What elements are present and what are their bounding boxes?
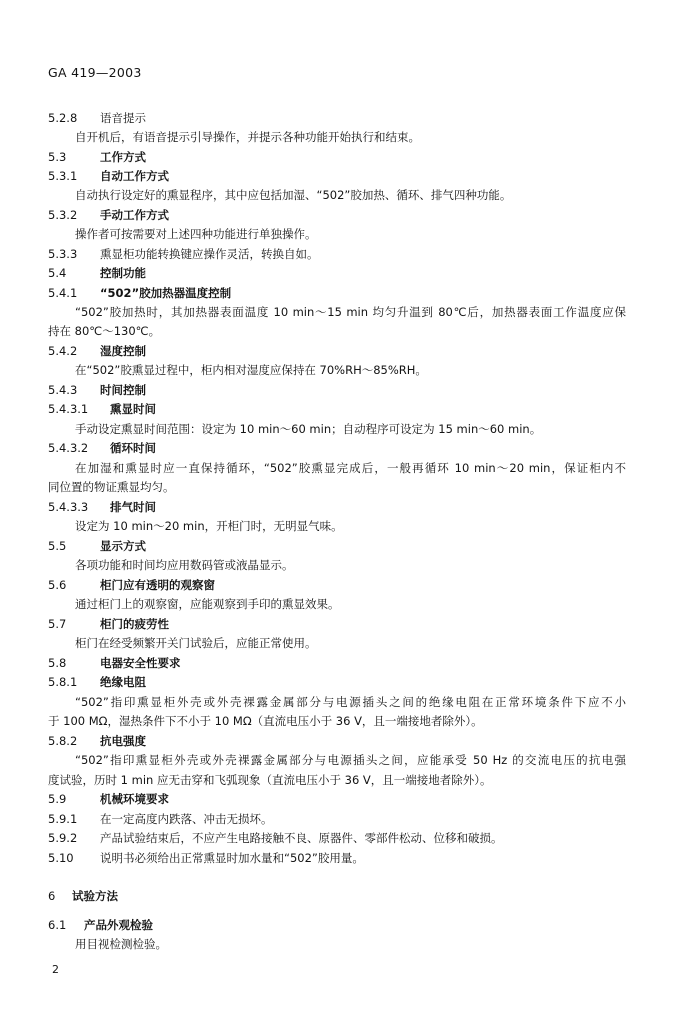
section-heading-5-8-1 [48, 674, 146, 690]
section-number: 5.8.1 [48, 675, 78, 689]
paragraph: 柜门在经受频繁开关门试验后，应能正常使用。 [75, 636, 317, 650]
section-heading-5-4-3-3 [48, 499, 156, 515]
section-heading-5-7 [48, 616, 169, 632]
section-heading-5-8-2 [48, 733, 146, 749]
section-heading-5-9-1 [48, 811, 273, 827]
section-number: 5.4.3.3 [48, 500, 89, 514]
section-title: 熏显时间 [110, 402, 156, 416]
section-heading-5-8 [48, 655, 181, 671]
section-title: 机械环境要求 [100, 792, 169, 806]
section-title: 工作方式 [100, 150, 146, 164]
section-number: 6 [48, 889, 56, 903]
section-title: 语音提示 [100, 111, 146, 125]
section-heading-6-1 [48, 917, 153, 933]
paragraph: “502”胶加热时，其加热器表面温度 10 min～15 min 均匀升温到 80℃后，加热器表面工作温度应保 [75, 305, 626, 319]
section-heading-5-6 [48, 577, 215, 593]
section-heading-5-3-3 [48, 246, 319, 262]
section-heading-6 [48, 888, 118, 904]
section-title: 熏显柜功能转换键应操作灵活，转换自如。 [100, 247, 319, 261]
section-heading-5-9 [48, 791, 169, 807]
paragraph: 设定为 10 min～20 min，开柜门时，无明显气味。 [75, 519, 343, 533]
paragraph: 操作者可按需要对上述四种功能进行单独操作。 [75, 227, 317, 241]
section-heading-5-4-3-1 [48, 401, 156, 417]
section-number: 5.9 [48, 792, 67, 806]
section-title: 电器安全性要求 [100, 656, 181, 670]
paragraph-continuation: 持在 80℃～130℃。 [48, 324, 161, 338]
paragraph: 在加湿和熏显时应一直保持循环，“502”胶熏显完成后，一般再循环 10 min～20 min，保证柜内不 [75, 461, 626, 475]
paragraph: 自动执行设定好的熏显程序，其中应包括加湿、“502”胶加热、循环、排气四种功能。 [75, 188, 512, 202]
section-title: 控制功能 [100, 266, 146, 280]
section-title: 抗电强度 [100, 734, 146, 748]
paragraph: “502”指印熏显柜外壳或外壳裸露金属部分与电源插头之间的绝缘电阻在正常环境条件下应不小 [75, 695, 626, 709]
section-heading-5-4 [48, 265, 146, 281]
paragraph: 通过柜门上的观察窗，应能观察到手印的熏显效果。 [75, 597, 340, 611]
section-number: 5.5 [48, 539, 67, 553]
paragraph-continuation: 于 100 MΩ，湿热条件下不小于 10 MΩ（直流电压小于 36 V，且一端接地者除外）。 [48, 714, 483, 728]
paragraph: 自开机后，有语音提示引导操作，并提示各种功能开始执行和结束。 [75, 130, 420, 144]
standard-id-header: GA 419—2003 [48, 65, 142, 80]
section-title: 产品试验结束后，不应产生电路接触不良、原器件、零部件松动、位移和破损。 [100, 831, 503, 845]
section-heading-5-2-8 [48, 110, 146, 126]
section-number: 5.4 [48, 266, 67, 280]
paragraph: 在“502”胶熏显过程中，柜内相对湿度应保持在 70%RH～85%RH。 [75, 363, 427, 377]
section-title: “502”胶加热器温度控制 [100, 286, 232, 300]
section-number: 5.4.3 [48, 383, 78, 397]
section-title: 说明书必须给出正常熏显时加水量和“502”胶用量。 [100, 851, 364, 865]
section-title: 试验方法 [72, 889, 118, 903]
section-title: 柜门应有透明的观察窗 [100, 578, 215, 592]
paragraph: 各项功能和时间均应用数码管或液晶显示。 [75, 558, 294, 572]
section-title: 湿度控制 [100, 344, 146, 358]
section-number: 5.4.2 [48, 344, 78, 358]
section-heading-5-3-1 [48, 168, 169, 184]
section-number: 5.2.8 [48, 111, 78, 125]
section-number: 5.3.3 [48, 247, 78, 261]
page-number: 2 [52, 963, 59, 976]
section-number: 5.7 [48, 617, 67, 631]
section-title: 柜门的疲劳性 [100, 617, 169, 631]
paragraph-continuation: 同位置的物证熏显均匀。 [48, 480, 175, 494]
section-heading-5-4-1 [48, 285, 231, 301]
section-heading-5-5 [48, 538, 146, 554]
section-number: 5.4.3.1 [48, 402, 89, 416]
section-number: 5.8.2 [48, 734, 78, 748]
section-heading-5-4-2 [48, 343, 146, 359]
section-heading-5-10 [48, 850, 364, 866]
section-heading-5-3 [48, 149, 146, 165]
section-title: 时间控制 [100, 383, 146, 397]
section-title: 自动工作方式 [100, 169, 169, 183]
section-number: 5.9.2 [48, 831, 78, 845]
section-heading-5-4-3-2 [48, 440, 156, 456]
paragraph-continuation: 度试验，历时 1 min 应无击穿和飞弧现象（直流电压小于 36 V，且一端接地者除外）。 [48, 773, 492, 787]
section-title: 在一定高度内跌落、冲击无损坏。 [100, 812, 273, 826]
section-number: 5.9.1 [48, 812, 78, 826]
section-number: 5.3.2 [48, 208, 78, 222]
section-number: 5.6 [48, 578, 67, 592]
section-title: 产品外观检验 [84, 918, 153, 932]
section-heading-5-3-2 [48, 207, 169, 223]
section-heading-5-9-2 [48, 830, 503, 846]
section-number: 6.1 [48, 918, 67, 932]
section-number: 5.10 [48, 851, 74, 865]
section-title: 显示方式 [100, 539, 146, 553]
section-title: 手动工作方式 [100, 208, 169, 222]
paragraph: 手动设定熏显时间范围：设定为 10 min～60 min；自动程序可设定为 15 min～60 min。 [75, 422, 542, 436]
paragraph: “502”指印熏显柜外壳或外壳裸露金属部分与电源插头之间，应能承受 50 Hz 的交流电压的抗电强 [75, 753, 626, 767]
section-number: 5.3.1 [48, 169, 78, 183]
section-title: 绝缘电阻 [100, 675, 146, 689]
section-number: 5.4.1 [48, 286, 78, 300]
section-number: 5.3 [48, 150, 67, 164]
paragraph: 用目视检测检验。 [75, 937, 167, 951]
section-number: 5.4.3.2 [48, 441, 89, 455]
section-title: 循环时间 [110, 441, 156, 455]
section-heading-5-4-3 [48, 382, 146, 398]
section-title: 排气时间 [110, 500, 156, 514]
section-number: 5.8 [48, 656, 67, 670]
